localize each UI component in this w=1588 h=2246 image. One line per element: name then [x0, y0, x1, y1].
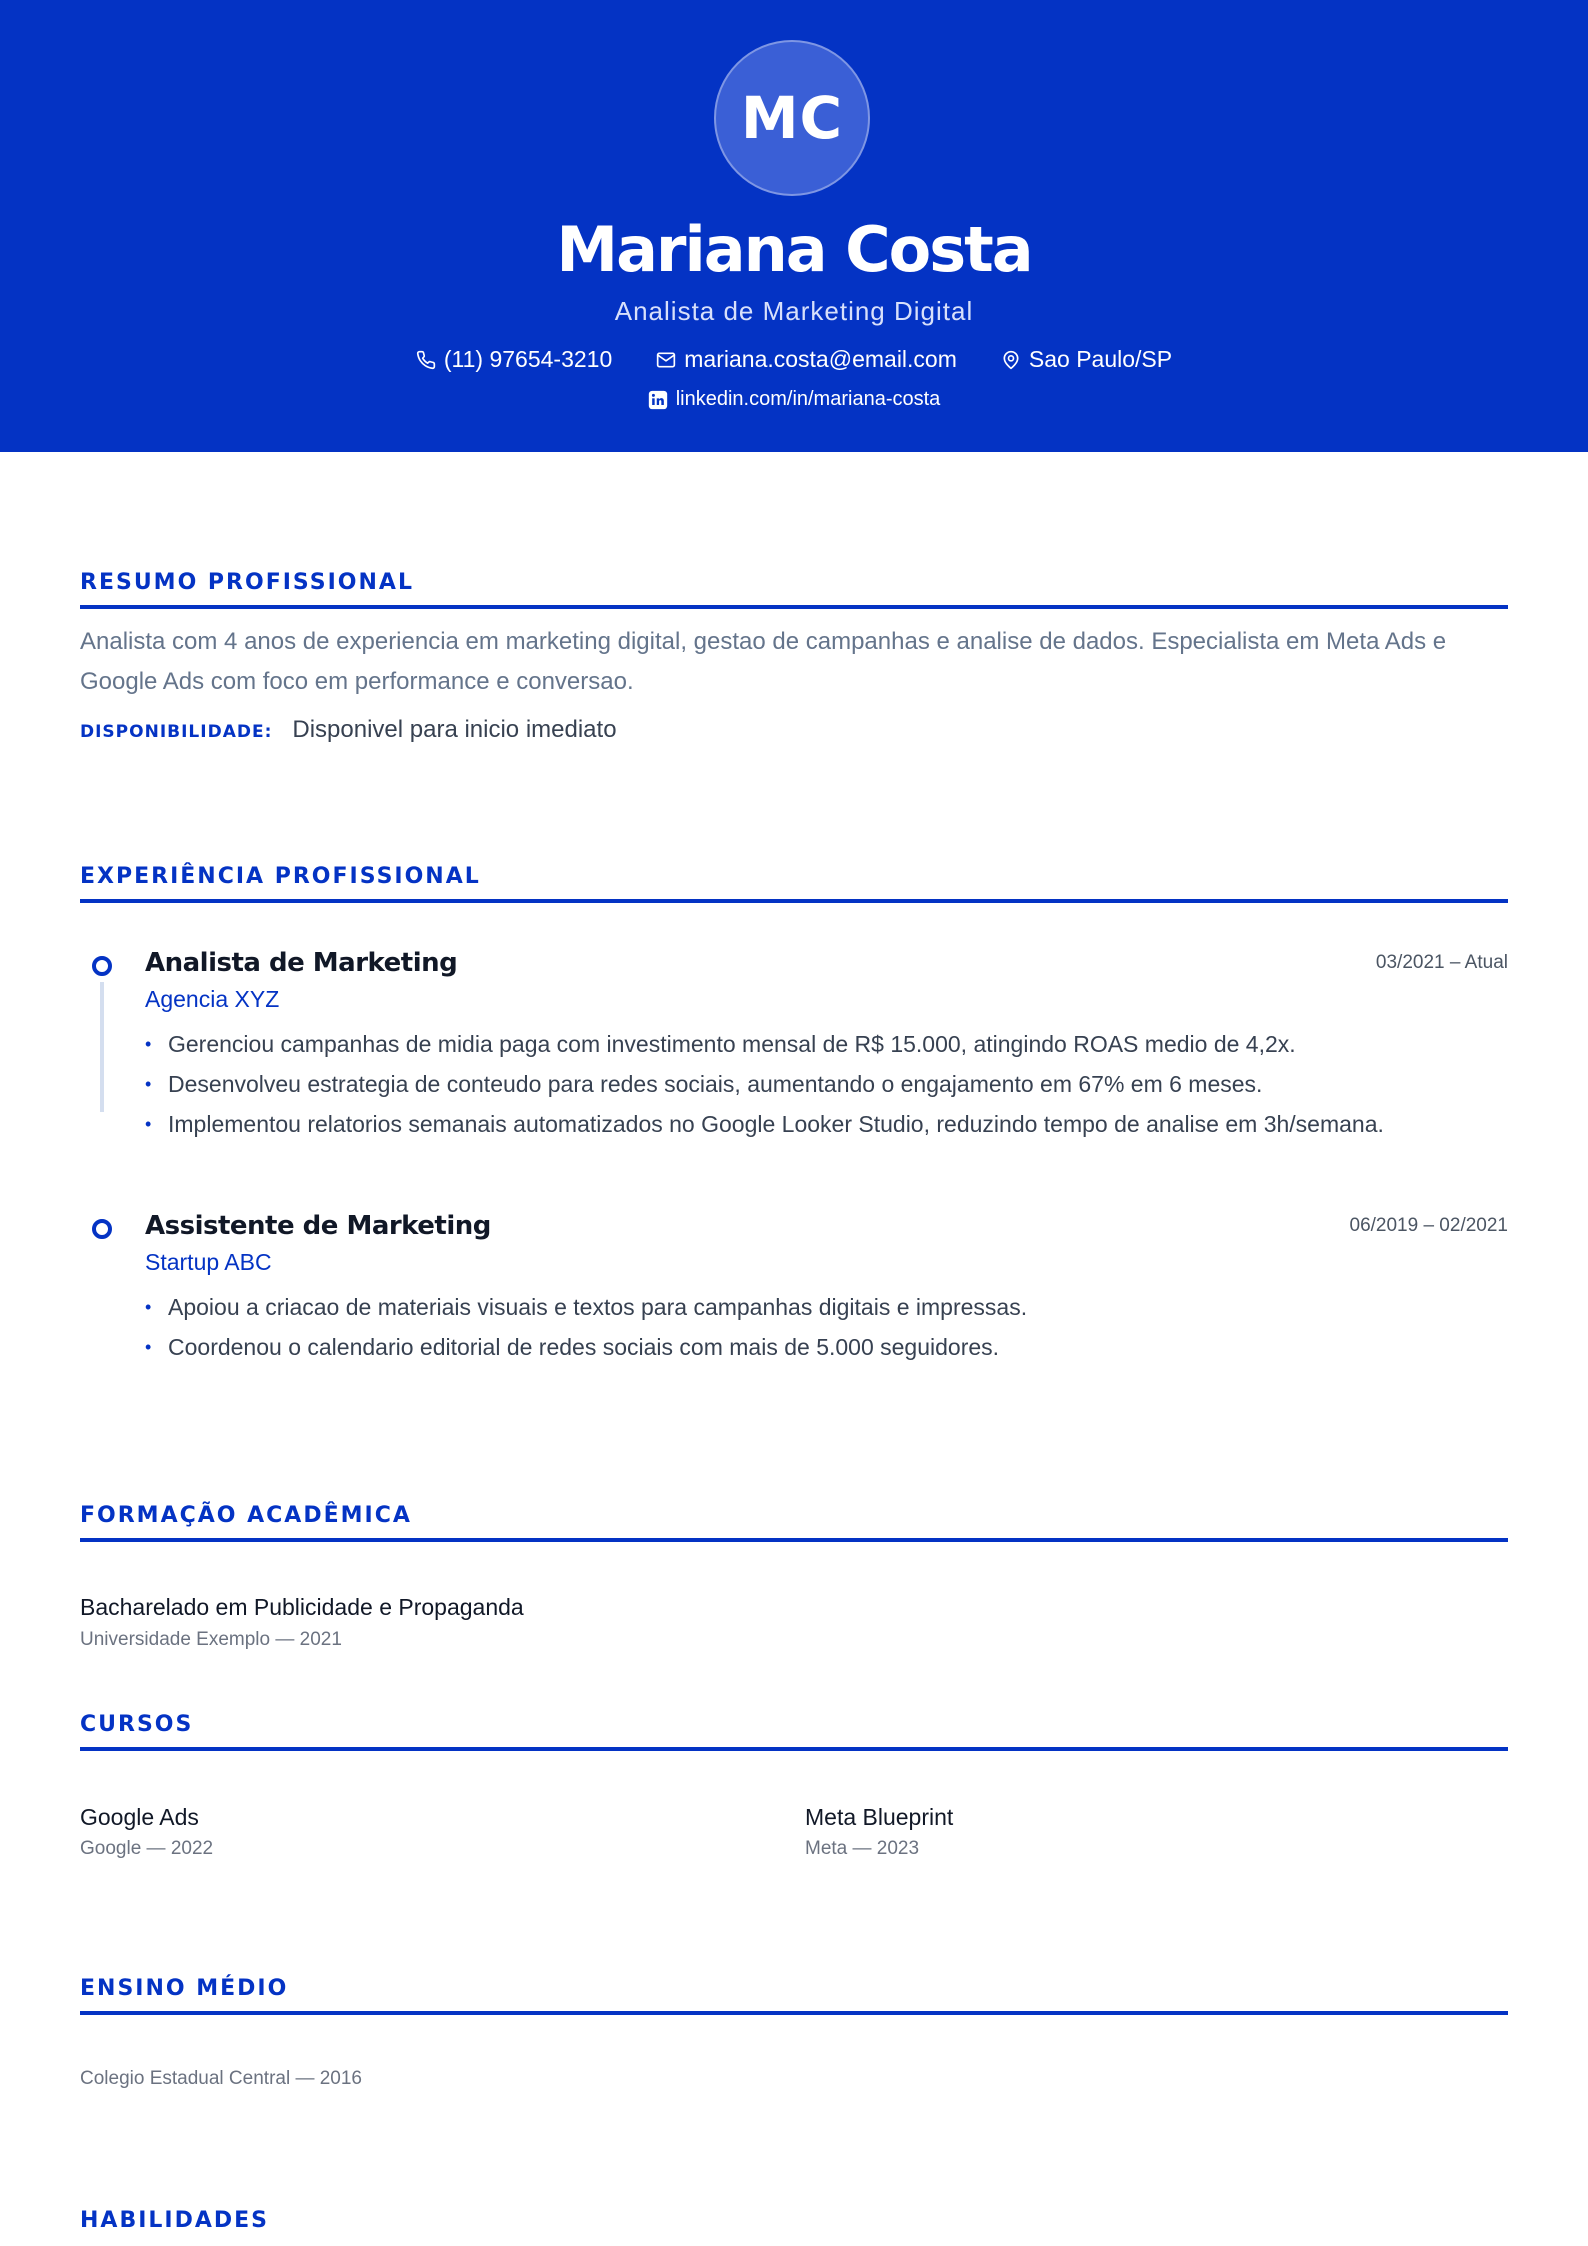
section-title-courses: CURSOS [80, 1712, 1508, 1751]
candidate-role: Analista de Marketing Digital [614, 296, 974, 326]
mail-icon [656, 350, 676, 370]
list-item: • Desenvolveu estrategia de conteudo para redes sociais, aumentando o engajamento em 67% em 6 meses. [145, 1064, 1505, 1104]
timeline-dot-icon [92, 1219, 112, 1239]
job-date: 06/2019 – 02/2021 [1349, 1215, 1508, 1236]
high-school-detail: Colegio Estadual Central — 2016 [80, 2068, 363, 2089]
job-date: 03/2021 – Atual [1375, 952, 1508, 973]
job-entry [80, 1211, 1508, 1391]
course-detail: Google — 2022 [80, 1838, 214, 1859]
phone-text: (11) 97654-3210 [443, 346, 613, 372]
phone-icon [416, 350, 436, 370]
summary-text: Analista com 4 anos de experiencia em marketing digital, gestao de campanhas e analise de dados. Especialista em Meta Ads e Google Ads com foco em performance e conversao. [80, 628, 1447, 695]
linkedin-text: linkedin.com/in/mariana-costa [675, 388, 941, 410]
location-icon [1001, 350, 1021, 370]
job-title: Analista de Marketing [145, 948, 458, 978]
job-company: Startup ABC [145, 1249, 272, 1275]
course-detail: Meta — 2023 [805, 1838, 920, 1859]
location-text: Sao Paulo/SP [1028, 346, 1173, 372]
availability-label: DISPONIBILIDADE: [80, 722, 273, 742]
avatar: MC [714, 40, 870, 196]
contact-list [0, 346, 1588, 373]
linkedin-icon [648, 390, 668, 410]
timeline-line [100, 982, 104, 1112]
education-degree: Bacharelado em Publicidade e Propaganda [80, 1594, 524, 1620]
section-title-summary: RESUMO PROFISSIONAL [80, 570, 1508, 609]
resume-header [0, 0, 1588, 452]
section-title-education: FORMAÇÃO ACADÊMICA [80, 1503, 1508, 1542]
education-detail: Universidade Exemplo — 2021 [80, 1629, 342, 1650]
job-entry [80, 948, 1508, 1168]
list-item: • Implementou relatorios semanais automatizados no Google Looker Studio, reduzindo tempo de analise em 3h/semana. [145, 1104, 1505, 1144]
contact-email[interactable] [656, 346, 957, 373]
job-bullets [145, 1287, 1505, 1367]
availability-value: Disponivel para inicio imediato [292, 716, 617, 743]
email-text: mariana.costa@email.com [684, 346, 957, 372]
timeline-dot-icon [92, 956, 112, 976]
course-name: Google Ads [80, 1804, 199, 1830]
list-item: • Coordenou o calendario editorial de redes sociais com mais de 5.000 seguidores. [145, 1327, 1505, 1367]
section-title-experience: EXPERIÊNCIA PROFISSIONAL [80, 864, 1508, 903]
list-item: • Apoiou a criacao de materiais visuais e textos para campanhas digitais e impressas. [145, 1287, 1505, 1327]
list-item: • Gerenciou campanhas de midia paga com investimento mensal de R$ 15.000, atingindo ROAS medio de 4,2x. [145, 1024, 1505, 1064]
candidate-name: Mariana Costa [556, 213, 1032, 286]
contact-location [1001, 346, 1172, 373]
section-title-skills: HABILIDADES [80, 2208, 270, 2233]
job-bullets [145, 1024, 1505, 1144]
job-company: Agencia XYZ [145, 986, 280, 1012]
job-title: Assistente de Marketing [145, 1211, 491, 1241]
contact-linkedin[interactable] [0, 388, 1588, 411]
availability-row [80, 716, 1508, 744]
course-name: Meta Blueprint [805, 1804, 954, 1830]
contact-phone[interactable] [416, 346, 612, 373]
section-title-high-school: ENSINO MÉDIO [80, 1976, 1508, 2015]
